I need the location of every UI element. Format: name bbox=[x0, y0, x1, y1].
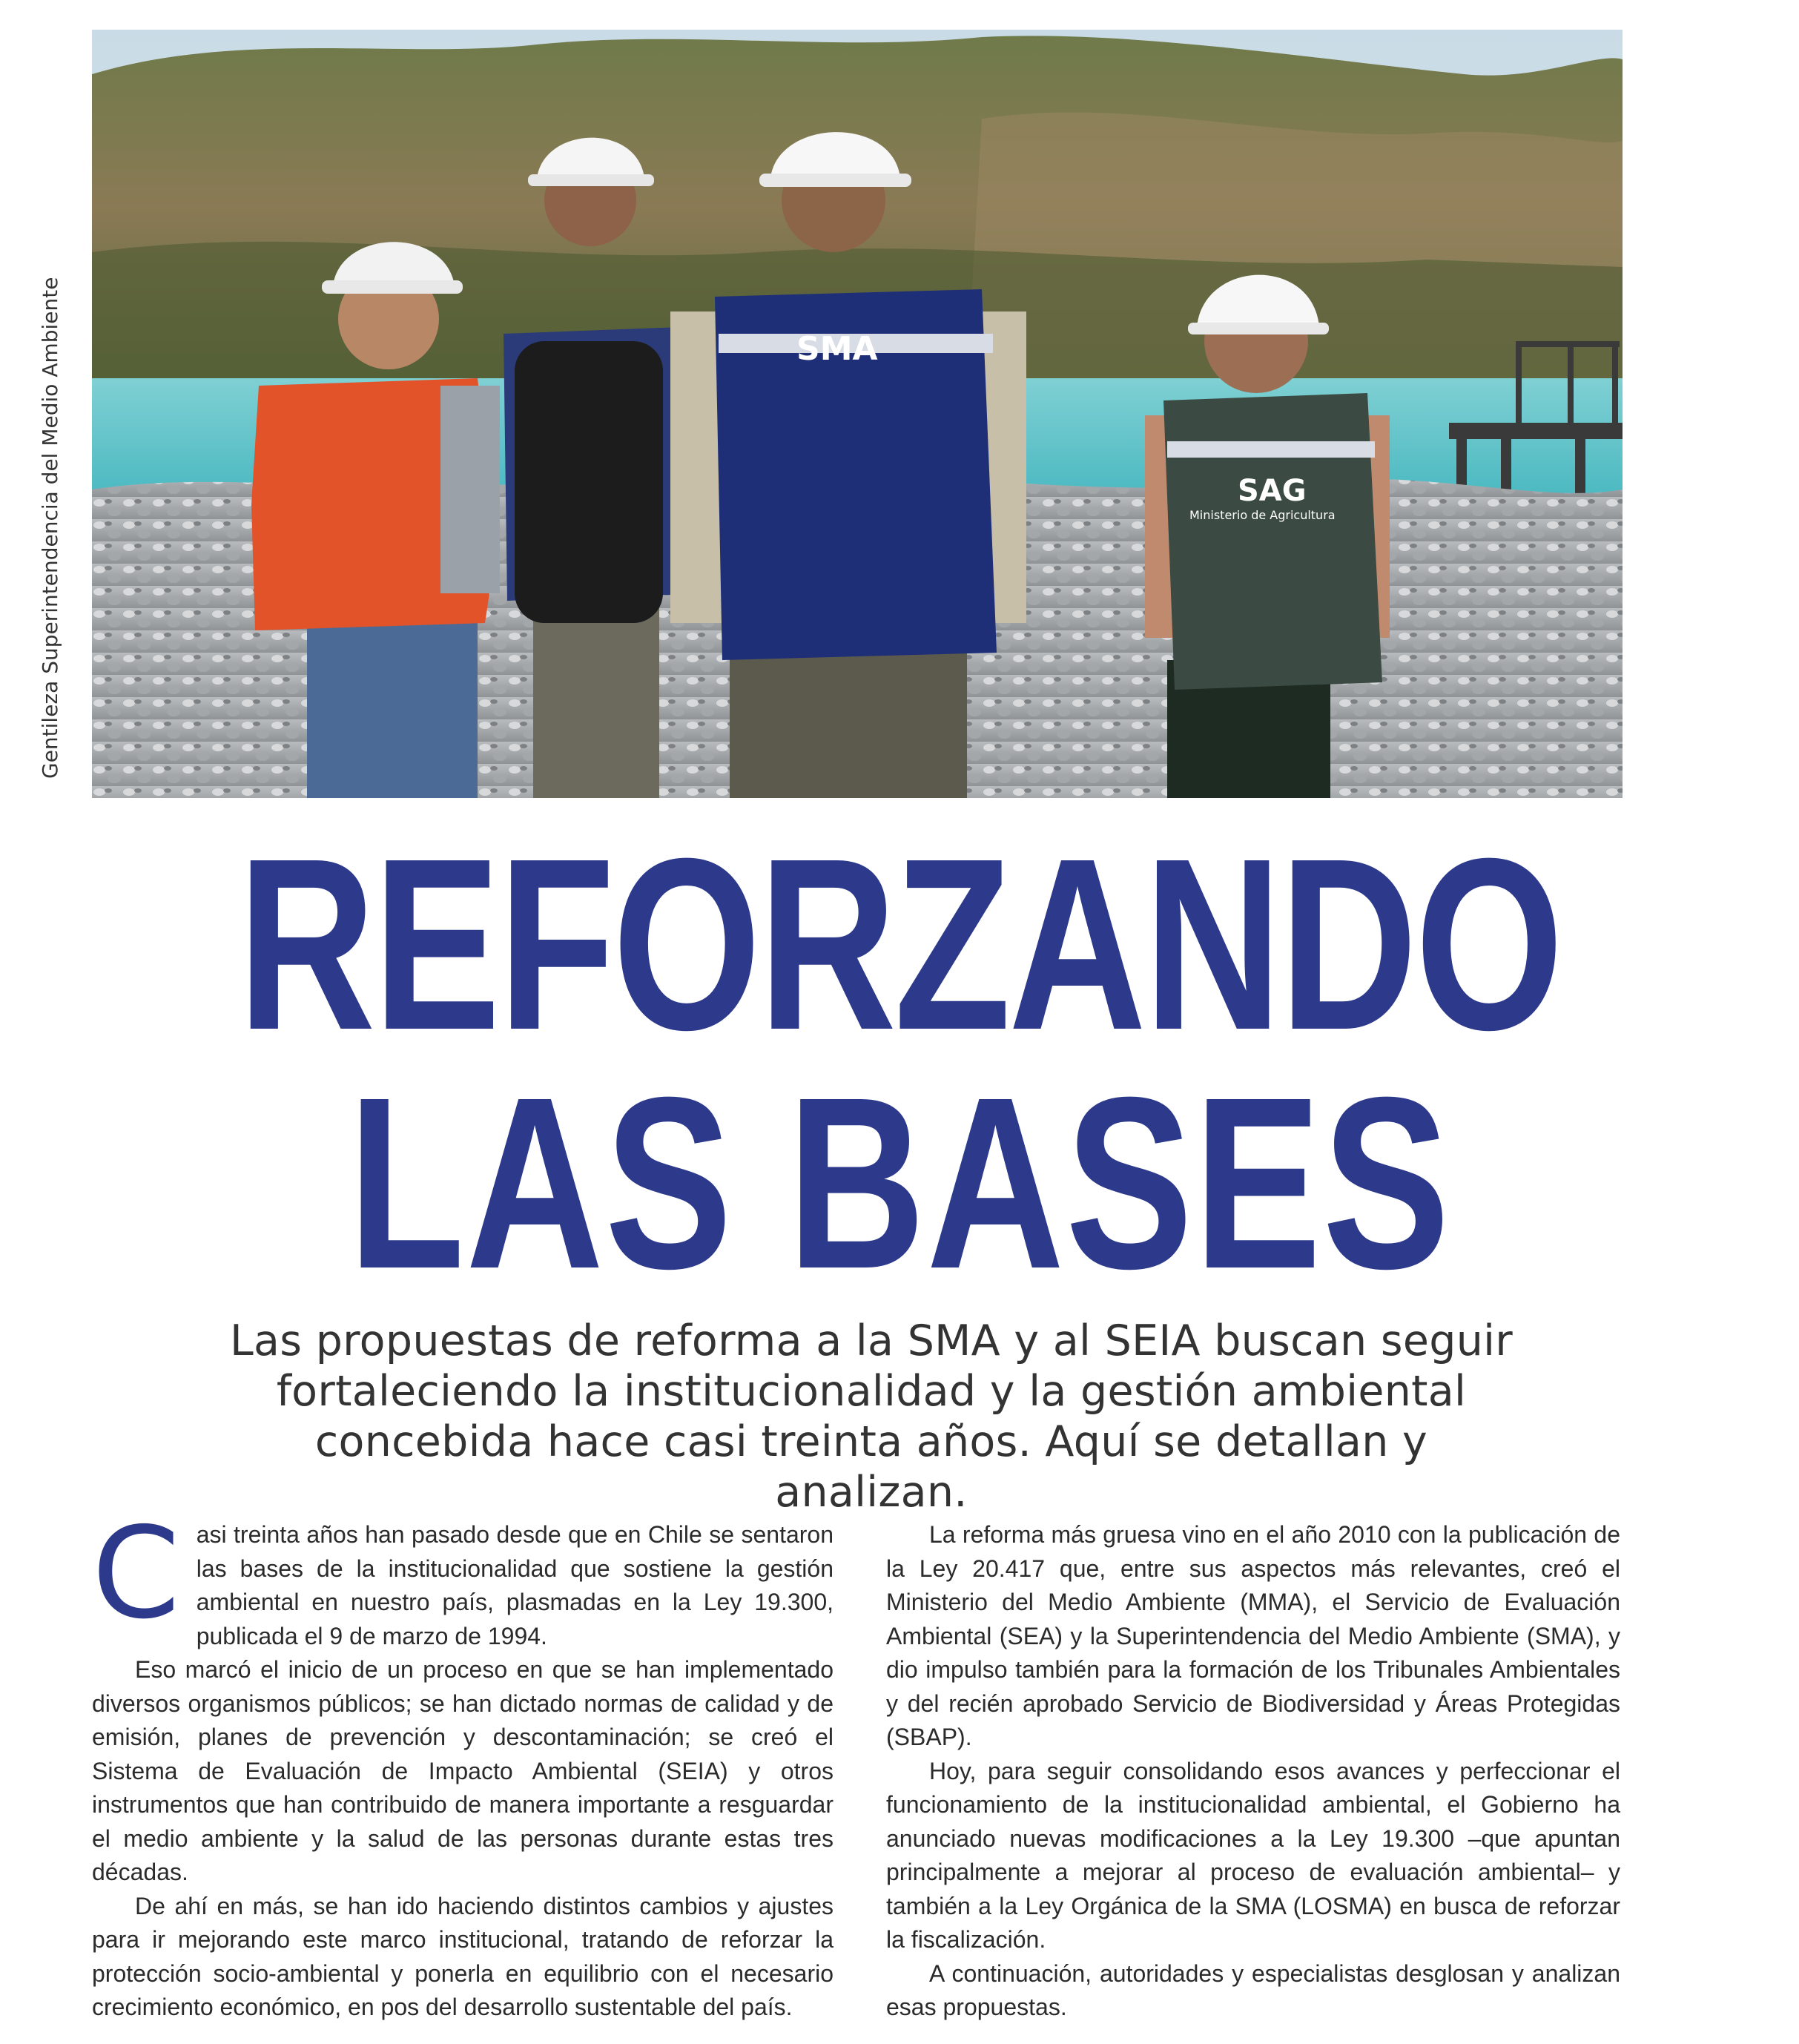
headline-line-2: LAS BASES bbox=[348, 1046, 1451, 1319]
headline-line-1: REFORZANDO bbox=[237, 807, 1562, 1081]
subtitle: Las propuestas de reforma a la SMA y al SEIA buscan seguir fortaleciendo la institucionalidad y la gestión ambiental concebida hace casi treinta años. Aquí se detallan y analizan. bbox=[230, 1316, 1513, 1517]
drop-cap: C bbox=[92, 1500, 180, 1647]
left-paragraph-1-text: asi treinta años han pasado desde que en Chile se sentaron las bases de la institucionalidad que sostiene la gestión ambiental en nuestro país, plasmadas en la Ley 19.300, publicada el 9 de marzo de 1994. bbox=[196, 1521, 834, 1649]
body-column-right bbox=[886, 1518, 1620, 2025]
body-column-left bbox=[92, 1500, 834, 2025]
left-paragraph-1 bbox=[92, 1500, 834, 1653]
left-paragraph-2: Eso marcó el inicio de un proceso en que se han implementado diversos organismos públicos; se han dictado normas de calidad y de emisión, planes de prevención y descontaminación; se creó el Sistema de Evaluación de Impacto Ambiental (SEIA) y otros instrumentos que han contribuido de manera importante a resguardar el medio ambiente y la salud de las personas durante estas tres décadas. bbox=[92, 1656, 834, 1885]
sag-vest-sublabel: Ministerio de Agricultura bbox=[1189, 508, 1336, 522]
photo-credit: Gentileza Superintendencia del Medio Ambiente bbox=[38, 277, 62, 779]
inspection-scene-illustration bbox=[92, 30, 1623, 798]
left-paragraph-3: De ahí en más, se han ido haciendo distintos cambios y ajustes para ir mejorando este marco institucional, tratando de reforzar la protección socio-ambiental y ponerla en equilibrio con el necesario crecimiento económico, en pos del desarrollo sustentable del país. bbox=[92, 1892, 834, 2020]
right-paragraph-2: Hoy, para seguir consolidando esos avances y perfeccionar el funcionamiento de la institucionalidad ambiental, el Gobierno ha anunciado nuevas modificaciones a la Ley 19.300 –que apuntan principalmente a mejorar al proceso de evaluación ambiental– y también a la Ley Orgánica de la SMA (LOSMA) en busca de reforzar la fiscalización. bbox=[886, 1757, 1620, 1953]
sag-vest-label: SAG bbox=[1238, 474, 1307, 508]
right-paragraph-1: La reforma más gruesa vino en el año 2010 con la publicación de la Ley 20.417 que, entre sus aspectos más relevantes, creó el Ministerio del Medio Ambiente (MMA), el Servicio de Evaluación Ambiental (SEA) y la Superintendencia del Medio Ambiente (SMA), y dio impulso también para la formación de los Tribunales Ambientales y del recién aprobado Servicio de Biodiversidad y Áreas Protegidas (SBAP). bbox=[886, 1521, 1620, 1750]
right-paragraph-3: A continuación, autoridades y especialistas desglosan y analizan esas propuestas. bbox=[886, 1959, 1620, 2020]
hero-photo bbox=[92, 30, 1623, 798]
sma-vest-label: SMA bbox=[796, 330, 878, 368]
